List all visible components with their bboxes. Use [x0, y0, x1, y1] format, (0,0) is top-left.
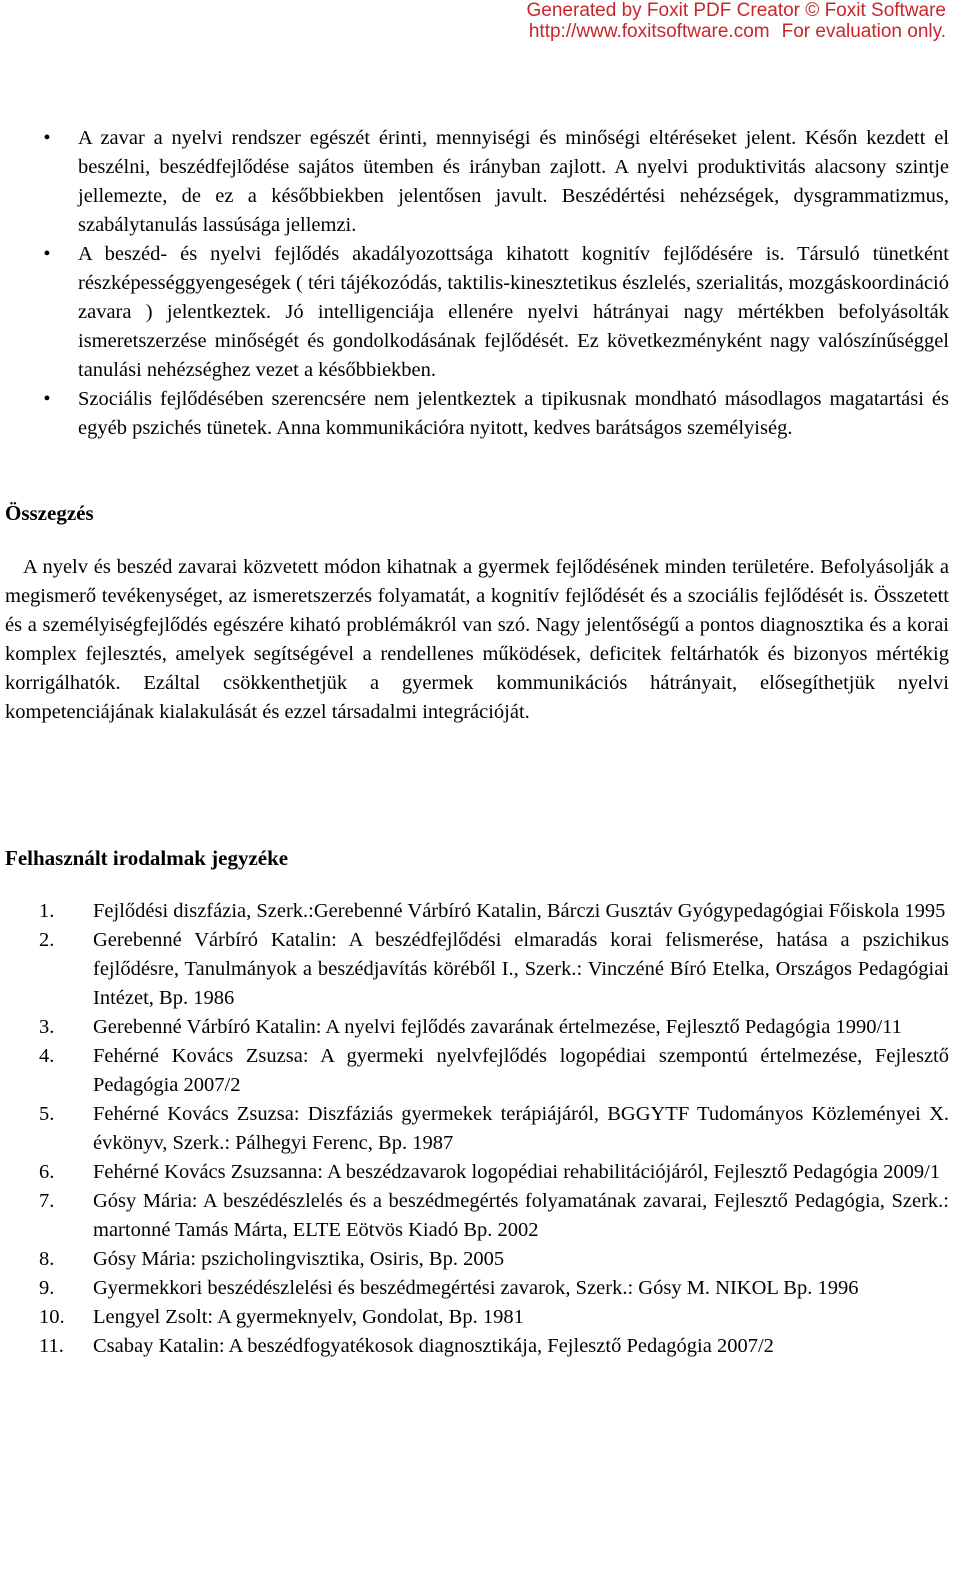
- reference-number: 2.: [39, 929, 55, 951]
- bullet-dot-icon: •: [43, 127, 51, 149]
- evaluation-watermark: [527, 0, 946, 42]
- summary-heading: Összegzés: [5, 501, 94, 525]
- reference-text: Fejlődési diszfázia, Szerk.:Gerebenné Várbíró Katalin, Bárczi Gusztáv Gyógypedagógiai Főiskola 1995: [93, 900, 946, 922]
- bullet-text: A beszéd- és nyelvi fejlődés akadályozottsága kihatott kognitív fejlődésére is. Társuló tünetként részképességgyengeségek ( téri tájékozódás, taktilis-kinesztetikus észlelés, szerialitás, mozgáskoordináció zavara ) jelentkeztek. Jó intelligenciája ellenére nyelvi hátrányai nagy mértékben befolyásolták ismeretszerzése minőségét és gondolkodásának fejlődését. Ez következményként nagy valószínűséggel tanulási nehézséghez vezet a későbbiekben.: [78, 243, 949, 381]
- reference-text: Gerebenné Várbíró Katalin: A nyelvi fejlődés zavarának értelmezése, Fejlesztő Pedagógia 1990/11: [93, 1016, 902, 1038]
- bullet-dot-icon: •: [43, 388, 51, 410]
- reference-number: 10.: [39, 1306, 65, 1328]
- watermark-line1: Generated by Foxit PDF Creator © Foxit Software: [526, 0, 946, 21]
- bullet-list: [5, 124, 949, 443]
- reference-text: Lengyel Zsolt: A gyermeknyelv, Gondolat, Bp. 1981: [93, 1306, 524, 1328]
- reference-text: Csabay Katalin: A beszédfogyatékosok diagnosztikája, Fejlesztő Pedagógia 2007/2: [93, 1335, 774, 1357]
- bullet-dot-icon: •: [43, 243, 51, 265]
- reference-number: 8.: [39, 1248, 55, 1270]
- reference-text: Gósy Mária: A beszédészlelés és a beszédmegértés folyamatának zavarai, Fejlesztő Pedagógia, Szerk.: martonné Tamás Márta, ELTE Eötvös Kiadó Bp. 2002: [93, 1190, 949, 1241]
- reference-number: 5.: [39, 1103, 55, 1125]
- document-body: [5, 124, 949, 1361]
- watermark-note: For evaluation only.: [781, 21, 946, 42]
- reference-number: 9.: [39, 1277, 55, 1299]
- reference-item: [5, 1013, 949, 1042]
- reference-item: [5, 1245, 949, 1274]
- references-list: [5, 897, 949, 1361]
- reference-text: Fehérné Kovács Zsuzsa: A gyermeki nyelvfejlődés logopédiai szempontú értelmezése, Fejlesztő Pedagógia 2007/2: [93, 1045, 949, 1096]
- reference-number: 4.: [39, 1045, 55, 1067]
- reference-item: [5, 1158, 949, 1187]
- bullet-text: Szociális fejlődésében szerencsére nem jelentkeztek a tipikusnak mondható másodlagos magatartási és egyéb pszichés tünetek. Anna kommunikációra nyitott, kedves barátságos személyiség.: [78, 388, 949, 439]
- reference-item: [5, 1100, 949, 1158]
- reference-item: [5, 1332, 949, 1361]
- bullet-text: A zavar a nyelvi rendszer egészét érinti, mennyiségi és minőségi eltéréseket jelent. Későn kezdett el beszélni, beszédfejlődése sajátos ütemben és irányban zajlott. A nyelvi produktivitás alacsony szintje jellemezte, de ez a későbbiekben jelentősen javult. Beszédértési nehézségek, dysgrammatizmus, szabálytanulás lassúsága jellemzi.: [78, 127, 949, 236]
- bullet-item: [5, 385, 949, 443]
- reference-number: 11.: [39, 1335, 64, 1357]
- reference-item: [5, 897, 949, 926]
- reference-item: [5, 1274, 949, 1303]
- reference-number: 7.: [39, 1190, 55, 1212]
- reference-text: Gerebenné Várbíró Katalin: A beszédfejlődési elmaradás korai felismerése, hatása a pszichikus fejlődésre, Tanulmányok a beszédjavítás köréből I., Szerk.: Vinczéné Bíró Etelka, Országos Pedagógiai Intézet, Bp. 1986: [93, 929, 949, 1009]
- reference-text: Fehérné Kovács Zsuzsa: Diszfáziás gyermekek terápiájáról, BGGYTF Tudományos Közleményei X. évkönyv, Szerk.: Pálhegyi Ferenc, Bp. 1987: [93, 1103, 949, 1154]
- watermark-url[interactable]: http://www.foxitsoftware.com: [528, 21, 770, 42]
- summary-paragraph: A nyelv és beszéd zavarai közvetett módon kihatnak a gyermek fejlődésének minden területére. Befolyásolják a megismerő tevékenységet, az ismeretszerzés folyamatát, a kognitív fejlődését és a szociális fejlődését is. Összetett és a személyiségfejlődés egészére kiható problémákról van szó. Nagy jelentőségű a pontos diagnosztika és a korai komplex fejlesztés, amelyek segítségével a rendellenes működések, deficitek feltárhatók és bizonyos mértékig korrigálhatók. Ezáltal csökkenthetjük a gyermek kommunikációs hátrányait, elősegíthetjük nyelvi kompetenciájának kialakulását és ezzel társadalmi integrációját.: [5, 556, 949, 723]
- reference-item: [5, 1042, 949, 1100]
- reference-number: 3.: [39, 1016, 55, 1038]
- reference-text: Gyermekkori beszédészlelési és beszédmegértési zavarok, Szerk.: Gósy M. NIKOL Bp. 1996: [93, 1277, 859, 1299]
- reference-text: Gósy Mária: pszicholingvisztika, Osiris, Bp. 2005: [93, 1248, 505, 1270]
- reference-number: 6.: [39, 1161, 55, 1183]
- reference-item: [5, 1303, 949, 1332]
- watermark-line2: [527, 21, 946, 42]
- reference-item: [5, 926, 949, 1013]
- references-heading: Felhasznált irodalmak jegyzéke: [5, 846, 289, 870]
- reference-item: [5, 1187, 949, 1245]
- reference-number: 1.: [39, 900, 55, 922]
- reference-text: Fehérné Kovács Zsuzsanna: A beszédzavarok logopédiai rehabilitációjáról, Fejlesztő Pedagógia 2009/1: [93, 1161, 941, 1183]
- bullet-item: [5, 240, 949, 385]
- bullet-item: [5, 124, 949, 240]
